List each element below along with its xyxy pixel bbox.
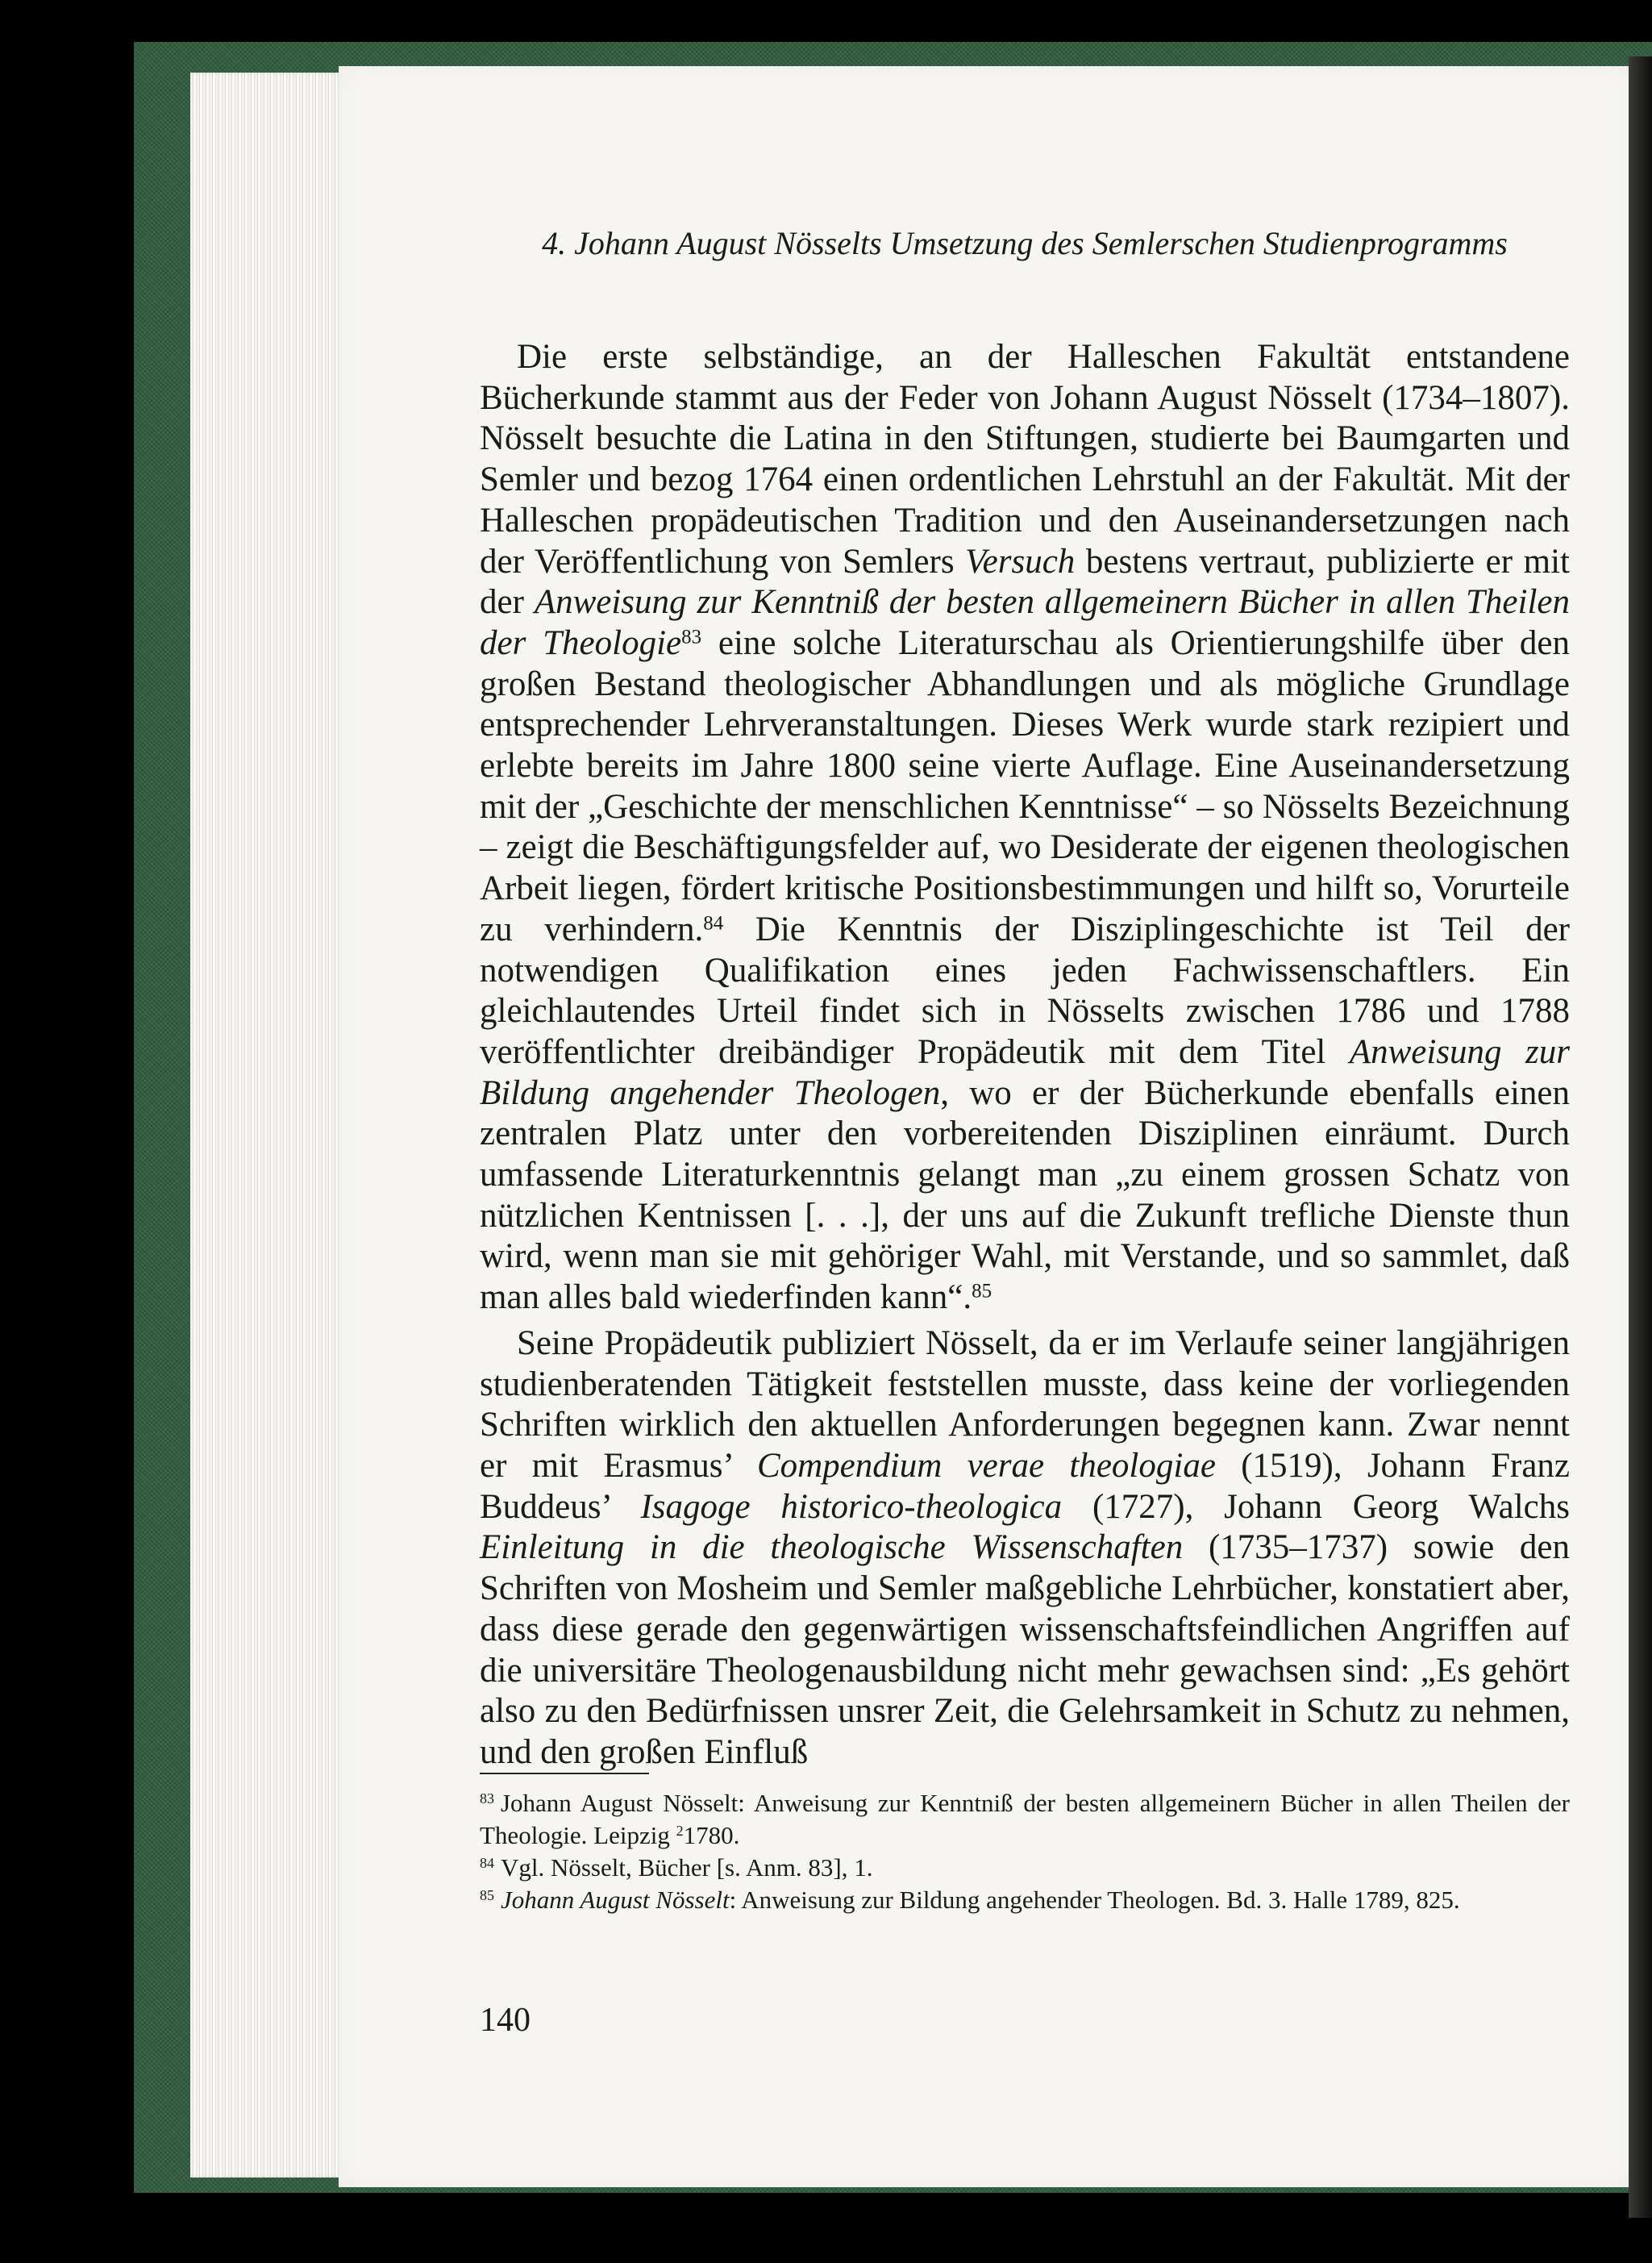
footnote-ref: 2 — [676, 1823, 684, 1840]
footnote — [480, 1787, 1570, 1852]
italic-text: Anweisung zur Kenntniß der besten allgemeinern Bücher in allen Theilen der Theologie — [480, 583, 1570, 662]
footnote-number: 83 — [480, 1790, 494, 1807]
section-heading: 4. Johann August Nösselts Umsetzung des Semlerschen Studienprogramms — [542, 225, 1508, 261]
italic-text: Compendium verae theologiae — [756, 1446, 1216, 1485]
italic-text: Versuch — [965, 542, 1076, 581]
paragraph — [480, 337, 1570, 1319]
text-run: Die Kenntnis der Disziplingeschichte ist Teil der notwendigen Qualifikation eines jeden Fachwissenschaftlers. Ein gleichlautendes Urteil findet sich in Nösselts zwischen 1786 und 1788 veröffentlichter dreibändiger Propädeutik mit dem Titel — [480, 910, 1570, 1071]
page-number: 140 — [480, 2002, 531, 2039]
text-run: Vgl. Nösselt, Bücher [s. Anm. 83], 1. — [500, 1853, 873, 1882]
text-run: 1780. — [683, 1821, 740, 1849]
text-run: bestens vertraut, publizierte er mit der — [480, 542, 1570, 622]
binding-gutter — [1629, 56, 1652, 2218]
text-run: (1727), Johann Georg Walchs — [1062, 1487, 1570, 1526]
paragraph — [480, 1323, 1570, 1773]
italic-text: Isagoge historico-theologica — [640, 1487, 1063, 1526]
footnote — [480, 1852, 1570, 1884]
body-text — [480, 337, 1570, 1773]
footnote-ref: 83 — [681, 626, 702, 648]
text-run: : Anweisung zur Bildung angehender Theologen. Bd. 3. Halle 1789, 825. — [729, 1886, 1460, 1914]
footnote-ref: 85 — [972, 1280, 992, 1302]
text-run: Seine Propädeutik publiziert Nösselt, da er im Verlaufe seiner langjährigen studienberatenden Tätigkeit feststellen musste, dass keine der vorliegenden Schriften wirklich den aktuellen Anforderungen begegnen kann. Zwar nennt er mit Erasmus’ — [480, 1323, 1570, 1485]
italic-text: Johann August Nösselt — [500, 1886, 730, 1914]
text-run: eine solche Literaturschau als Orientierungshilfe über den großen Bestand theologischer Abhandlungen und als mögliche Grundlage entsprechender Lehrveranstaltungen. Dieses Werk wurde stark rezipiert und erlebte bereits im Jahre 1800 seine vierte Auflage. Eine Auseinandersetzung mit der „Geschichte der menschlichen Kenntnisse“ – so Nösselts Bezeichnung – zeigt die Beschäftigungsfelder auf, wo Desiderate der eigenen theologischen Arbeit liegen, fördert kritische Positionsbestimmungen und hilft so, Vorurteile zu verhindern. — [480, 623, 1570, 948]
footnotes — [480, 1787, 1570, 1916]
page-edges — [190, 73, 343, 2178]
footnote — [480, 1884, 1570, 1916]
footnote-number: 85 — [480, 1887, 494, 1904]
text-run: , wo er der Bücherkunde ebenfalls einen zentralen Platz unter den vorbereitenden Disziplinen einräumt. Durch umfassende Literaturkenntnis gelangt man „zu einem grossen Schatz von nützlichen Kentnissen [. . .], der uns auf die Zukunft trefliche Dienste thun wird, wenn man sie mit gehöriger Wahl, mit Verstande, und so sammlet, daß man alles bald wiederfinden kann“. — [480, 1073, 1570, 1317]
footnote-separator — [480, 1773, 649, 1774]
text-run: Die erste selbständige, an der Halleschen Fakultät entstandene Bücherkunde stammt aus der Feder von Johann August Nösselt (1734–1807). Nösselt besuchte die Latina in den Stiftungen, studierte bei Baumgarten und Semler und bezog 1764 einen ordentlichen Lehrstuhl an der Fakultät. Mit der Halleschen propädeutischen Tradition und den Auseinandersetzungen nach der Veröffentlichung von Semlers — [480, 338, 1570, 581]
text-run: Johann August Nösselt: Anweisung zur Kenntniß der besten allgemeinern Bücher in allen Theilen der Theologie. Leipzig — [480, 1789, 1570, 1849]
text-run: (1735–1737) sowie den Schriften von Mosheim und Semler maßgebliche Lehrbücher, konstatiert aber, dass diese gerade den gegenwärtigen wissenschaftsfeindlichen Angriffen auf die universitäre Theologenausbildung nicht mehr gewachsen sind: „Es gehört also zu den Bedürfnissen unsrer Zeit, die Gelehrsamkeit in Schutz zu nehmen, und den großen Einfluß — [480, 1528, 1570, 1771]
text-run: (1519), Johann Franz Buddeus’ — [480, 1446, 1570, 1526]
italic-text: Einleitung in die theologische Wissenschaften — [480, 1528, 1184, 1567]
footnote-ref: 84 — [703, 912, 724, 935]
italic-text: Anweisung zur Bildung angehender Theologen — [480, 1032, 1570, 1112]
footnote-number: 84 — [480, 1855, 494, 1872]
